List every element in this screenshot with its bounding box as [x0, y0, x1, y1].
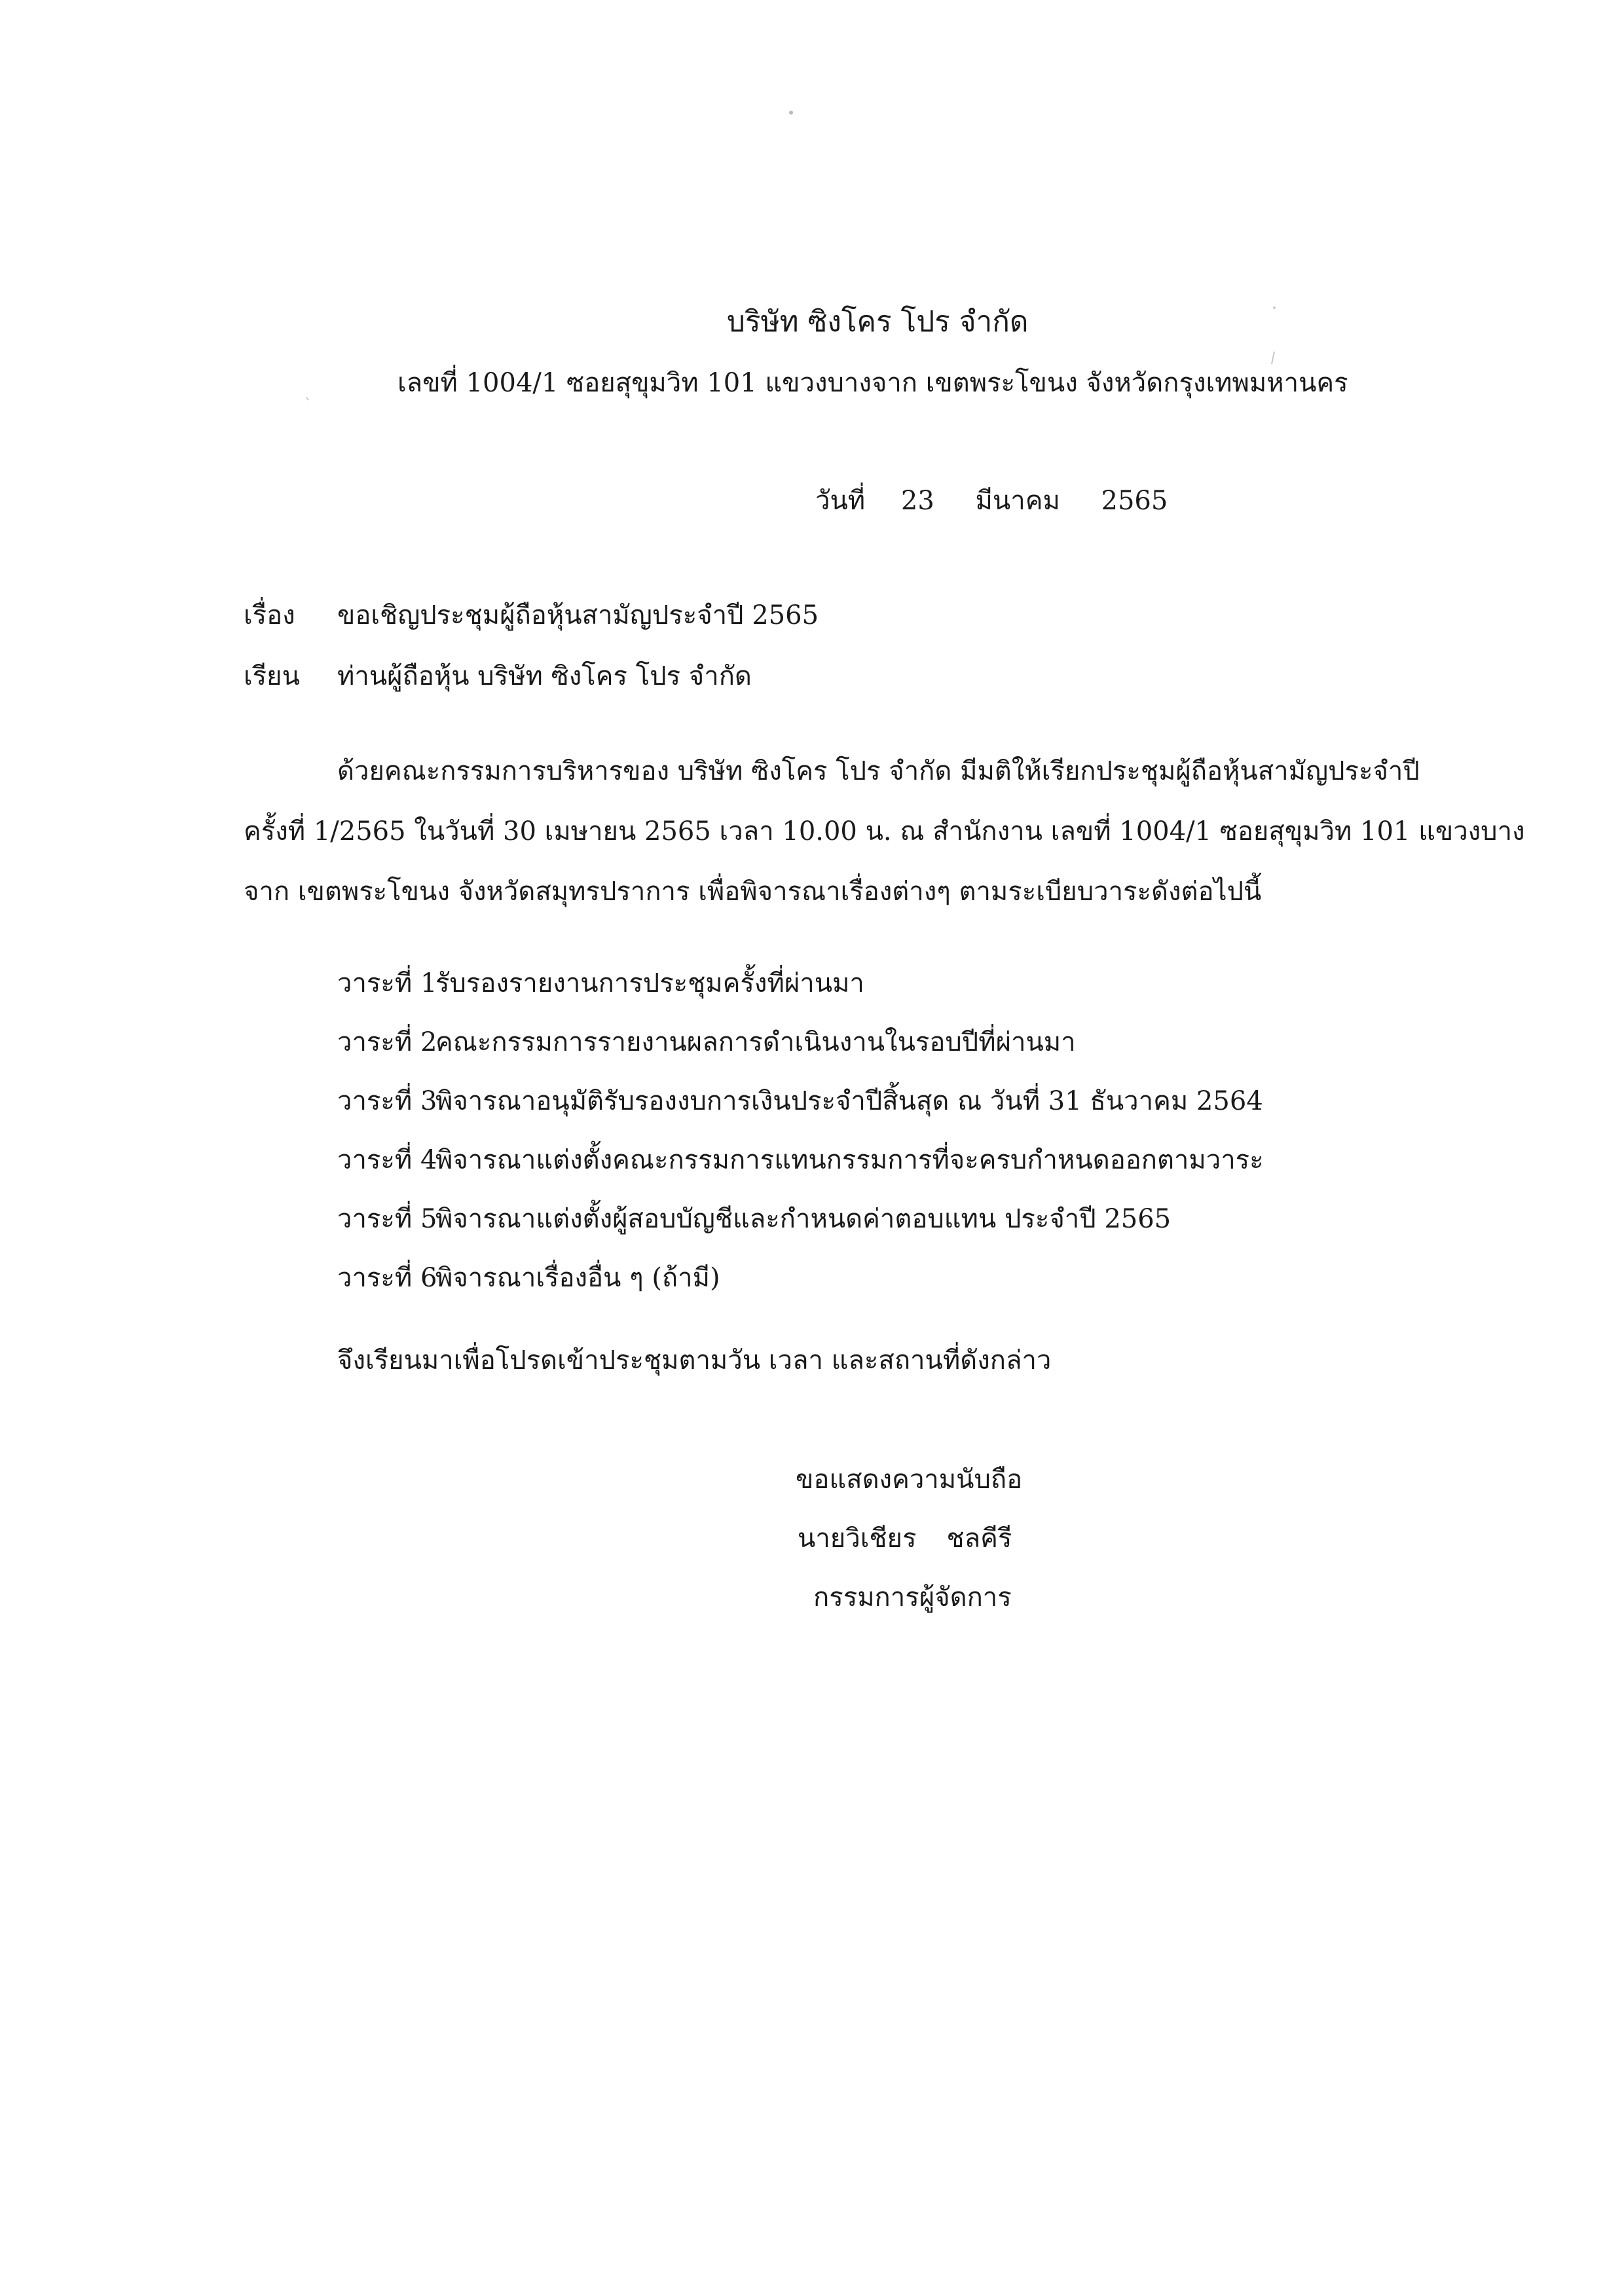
agenda-number: วาระที่ 5 [337, 1204, 437, 1234]
company-name: บริษัท ซิงโคร โปร จำกัด [727, 305, 1029, 338]
agenda-number: วาระที่ 2 [337, 1027, 437, 1057]
agenda-text: พิจารณาอนุมัติรับรองงบการเงินประจำปีสิ้นสุด ณ วันที่ 31 ธันวาคม 2564 [435, 1086, 1263, 1116]
agenda-item [337, 1082, 1264, 1140]
body-line-1: ด้วยคณะกรรมการบริหารของ บริษัท ซิงโคร โปร จำกัด มีมติให้เรียกประชุมผู้ถือหุ้นสามัญประจำปี [337, 756, 1420, 786]
company-address: เลขที่ 1004/1 ซอยสุขุมวิท 101 แขวงบางจาก เขตพระโขนง จังหวัดกรุงเทพมหานคร [397, 368, 1348, 398]
signature-first-name: นายวิเชียร [798, 1523, 917, 1554]
date-month: มีนาคม [975, 486, 1060, 516]
agenda-number: วาระที่ 3 [337, 1086, 437, 1116]
salutation-label: เรียน [244, 661, 300, 691]
agenda-item [337, 1023, 1264, 1082]
agenda-number: วาระที่ 4 [337, 1145, 437, 1175]
subject-label: เรื่อง [244, 600, 295, 630]
salutation-text: ท่านผู้ถือหุ้น บริษัท ซิงโคร โปร จำกัด [337, 661, 752, 691]
agenda-item [337, 1199, 1264, 1258]
signature-last-name: ชลคีรี [946, 1523, 1012, 1554]
signature-position: กรรมการผู้จัดการ [813, 1582, 1012, 1613]
letter-date [815, 481, 1168, 520]
agenda-text: คณะกรรมการรายงานผลการดำเนินงานในรอบปีที่ผ่านมา [435, 1027, 1076, 1057]
closing-sentence: จึงเรียนมาเพื่อโปรดเข้าประชุมตามวัน เวลา และสถานที่ดังกล่าว [337, 1345, 1052, 1376]
agenda-number: วาระที่ 6 [337, 1263, 437, 1293]
signature-name [798, 1519, 1012, 1558]
body-line-2: ครั้งที่ 1/2565 ในวันที่ 30 เมษายน 2565 เวลา 10.00 น. ณ สำนักงาน เลขที่ 1004/1 ซอยสุขุมวิท 101 แขวงบาง [244, 816, 1525, 847]
salutation-row [244, 657, 752, 696]
agenda-text: รับรองรายงานการประชุมครั้งที่ผ่านมา [435, 968, 864, 998]
date-label: วันที่ [815, 486, 866, 516]
agenda-text: พิจารณาเรื่องอื่น ๆ (ถ้ามี) [435, 1263, 720, 1293]
agenda-text: พิจารณาแต่งตั้งผู้สอบบัญชีและกำหนดค่าตอบแทน ประจำปี 2565 [435, 1204, 1172, 1234]
agenda-number: วาระที่ 1 [337, 968, 437, 998]
body-line-3: จาก เขตพระโขนง จังหวัดสมุทรปราการ เพื่อพิจารณาเรื่องต่างๆ ตามระเบียบวาระดังต่อไปนี้ [244, 877, 1262, 907]
signature-regards: ขอแสดงความนับถือ [796, 1465, 1023, 1495]
date-year: 2565 [1101, 486, 1168, 516]
subject-row [244, 596, 819, 635]
agenda-item [337, 964, 1264, 1023]
subject-text: ขอเชิญประชุมผู้ถือหุ้นสามัญประจำปี 2565 [337, 600, 819, 630]
agenda-text: พิจารณาแต่งตั้งคณะกรรมการแทนกรรมการที่จะครบกำหนดออกตามวาระ [435, 1145, 1264, 1175]
date-day: 23 [900, 486, 934, 516]
agenda-list [337, 964, 1264, 1317]
agenda-item [337, 1258, 1264, 1317]
agenda-item [337, 1140, 1264, 1199]
